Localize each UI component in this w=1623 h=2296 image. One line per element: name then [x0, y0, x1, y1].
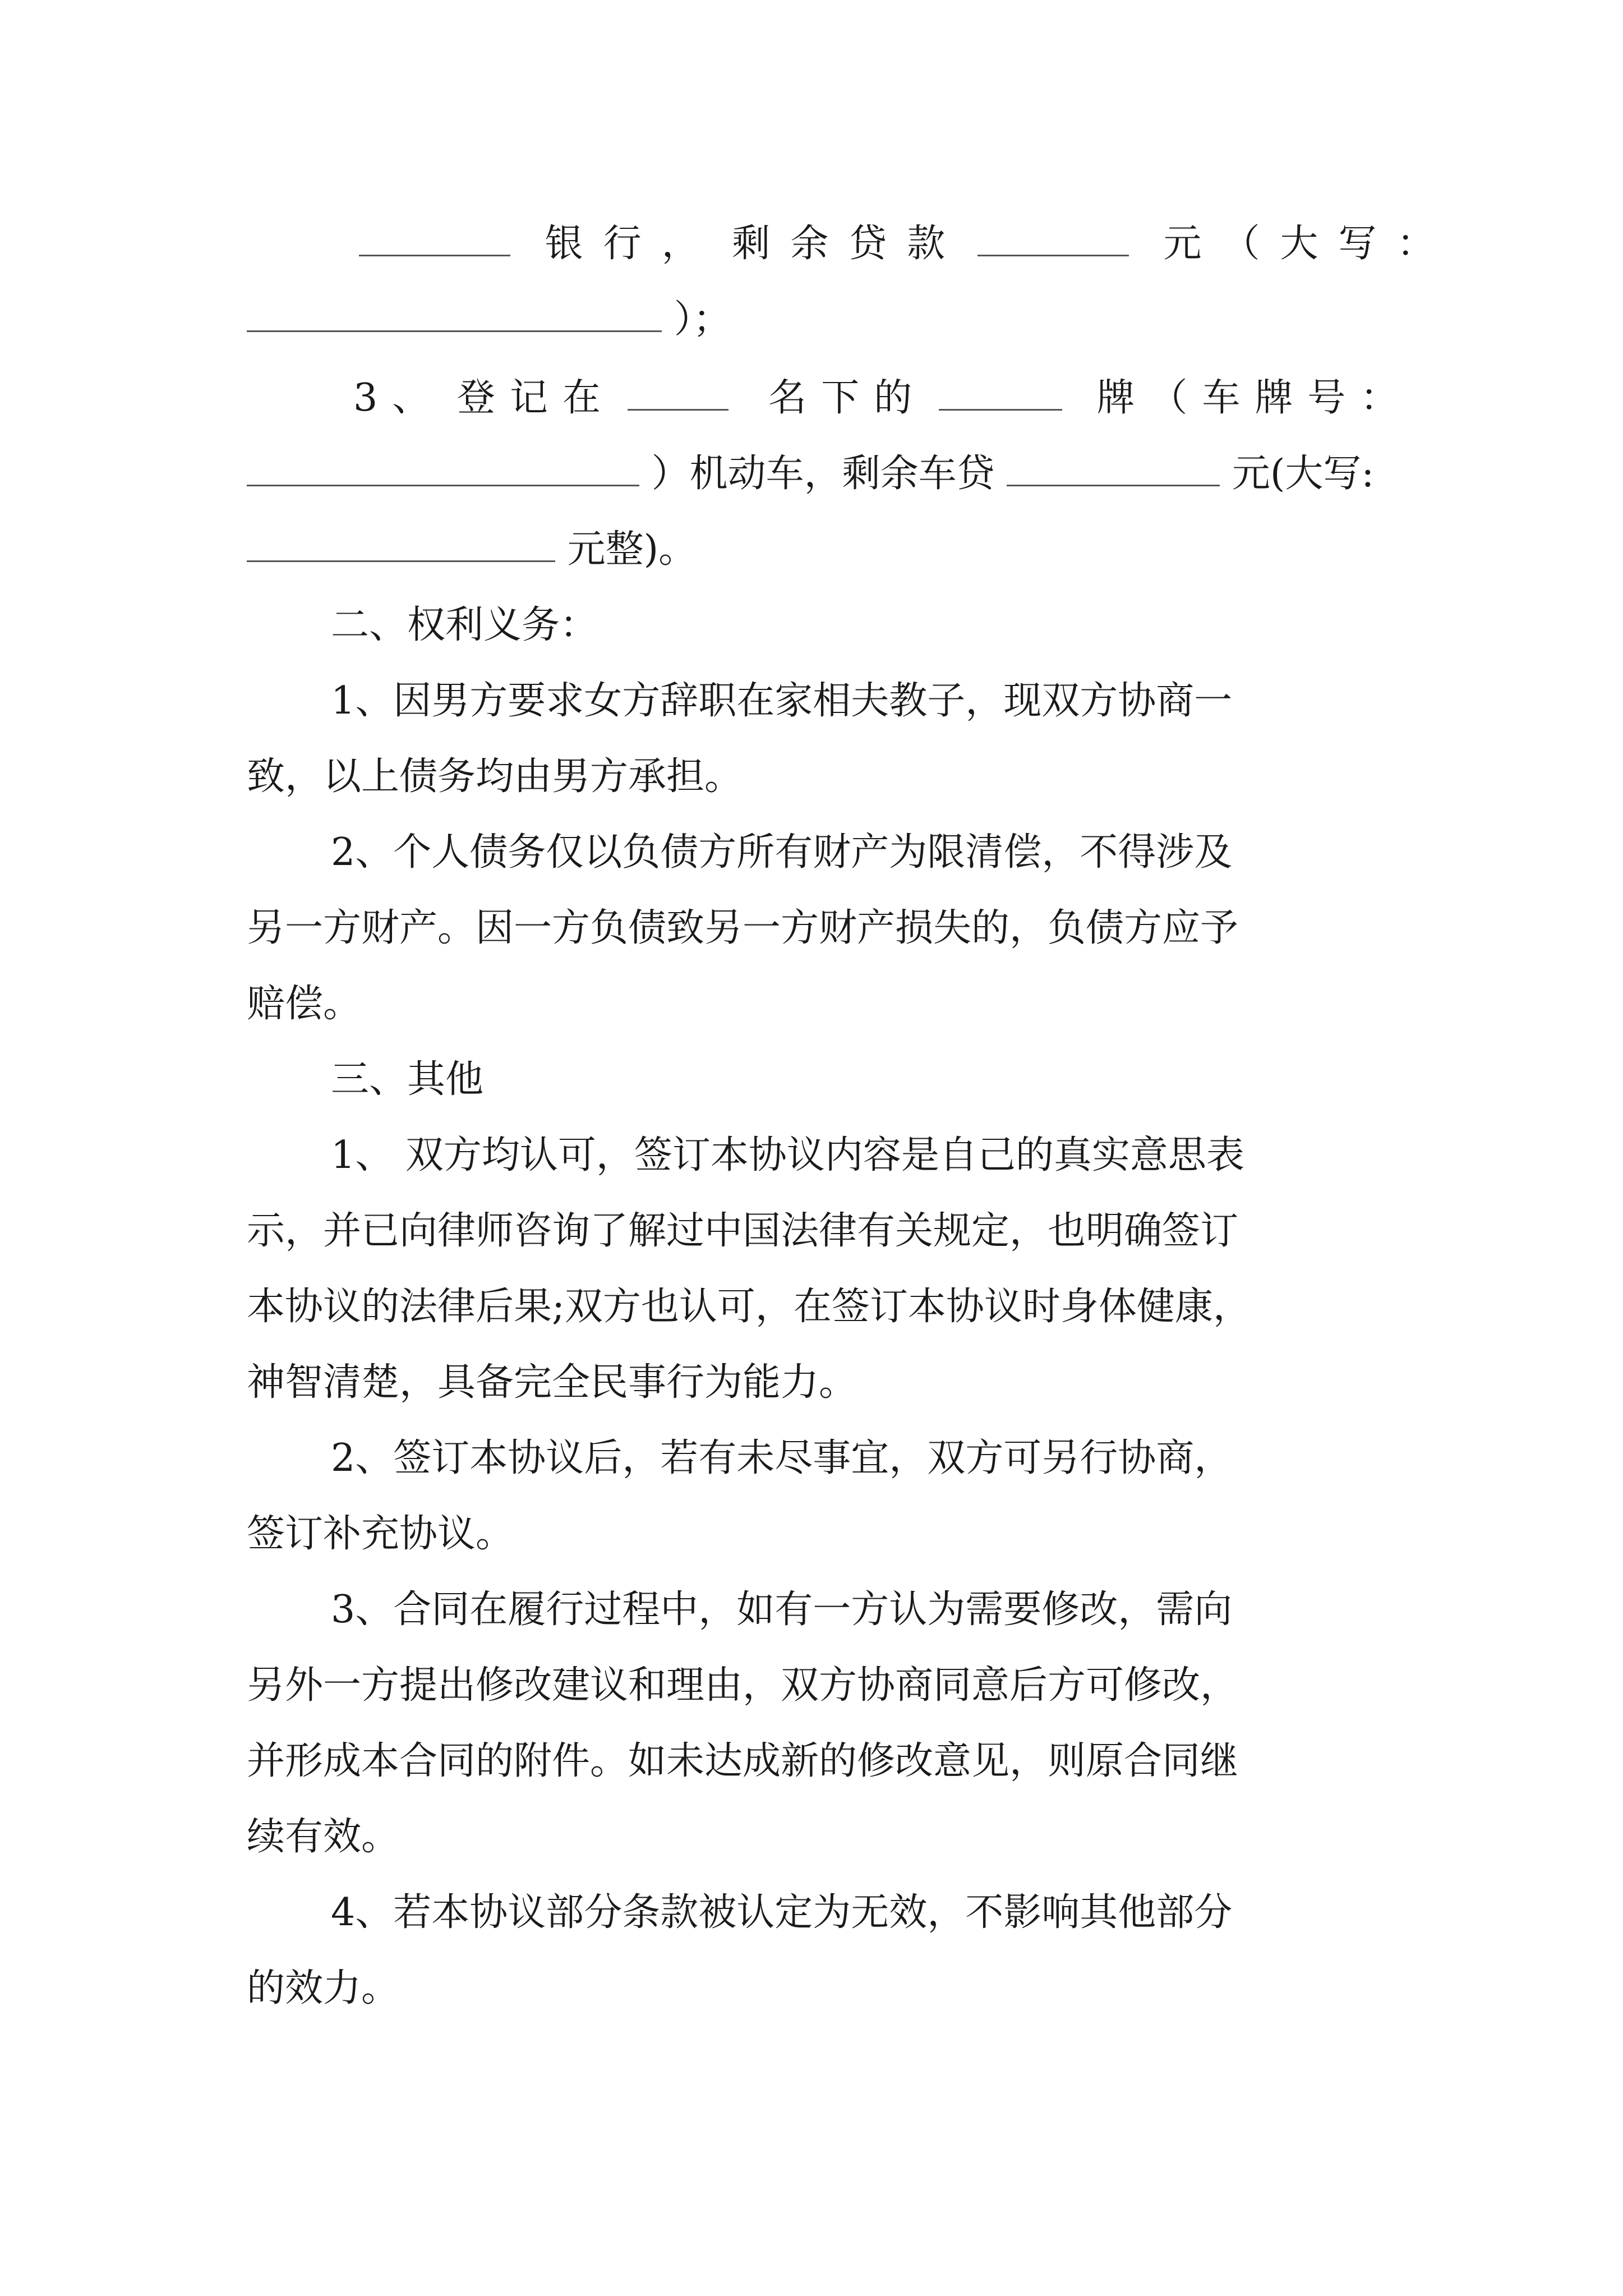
- s3-item1-line2: 示，并已向律师咨询了解过中国法律有关规定，也明确签订: [247, 1209, 1239, 1253]
- s3-item1-line3: 本协议的法律后果;双方也认可，在签订本协议时身体健康，: [247, 1285, 1251, 1329]
- s2-item2-line2: 另一方财产。因一方负债致另一方财产损失的，负债方应予: [247, 906, 1239, 950]
- line-end-punct: ）；: [674, 297, 731, 342]
- car-loan-upper-label: 元(大写:: [1232, 452, 1375, 496]
- s3-item4-line1: 4、若本协议部分条款被认定为无效，不影响其他部分: [331, 1890, 1233, 1935]
- plate-number-blank[interactable]: [247, 451, 639, 486]
- s3-item3-line4: 续有效。: [247, 1815, 400, 1859]
- bank-label: 银行，: [545, 222, 720, 266]
- s3-item3-line3: 并形成本合同的附件。如未达成新的修改意见，则原合同继: [247, 1739, 1239, 1783]
- s3-item1-line4: 神智清楚，具备完全民事行为能力。: [247, 1360, 857, 1405]
- remaining-loan-blank[interactable]: [978, 221, 1129, 256]
- item3-number: 3、: [353, 376, 445, 420]
- upper-amount-blank[interactable]: [247, 297, 662, 332]
- s3-item2-line2: 签订补充协议。: [247, 1512, 514, 1556]
- bank-name-blank[interactable]: [359, 221, 510, 256]
- s2-item1-line1: 1、因男方要求女方辞职在家相夫教子，现双方协商一: [331, 679, 1233, 723]
- vehicle-label: ）机动车，剩余车贷: [651, 452, 995, 496]
- vehicle-brand-blank[interactable]: [939, 375, 1062, 411]
- car-loan-upper-blank[interactable]: [247, 527, 555, 562]
- owner-name-blank[interactable]: [628, 375, 728, 411]
- remaining-loan-label: 剩余贷款: [732, 222, 966, 266]
- section-3-title: 三、其他: [331, 1057, 484, 1102]
- s3-item4-line2: 的效力。: [247, 1966, 400, 2010]
- yuan-whole-label: 元整)。: [567, 527, 697, 572]
- registered-in-label: 登记在: [457, 376, 615, 420]
- s3-item1-line1: 1、 双方均认可，签订本协议内容是自己的真实意思表: [331, 1133, 1244, 1177]
- s3-item3-line1: 3、合同在履行过程中，如有一方认为需要修改，需向: [331, 1588, 1233, 1632]
- vehicle-registration-line: [353, 373, 1497, 424]
- name-under-label: 名下的: [768, 376, 927, 420]
- car-loan-upper-line: [247, 524, 1391, 575]
- s2-item2-line3: 赔偿。: [247, 982, 362, 1026]
- upper-amount-line: [247, 295, 1391, 345]
- bank-loan-line: [359, 219, 1503, 269]
- yuan-upper-label: 元（大写：: [1163, 222, 1455, 266]
- s2-item1-line2: 致，以上债务均由男方承担。: [247, 754, 743, 799]
- vehicle-loan-line: [247, 449, 1391, 499]
- section-2-title: 二、权利义务：: [331, 603, 598, 647]
- s2-item2-line1: 2、个人债务仅以负债方所有财产为限清偿，不得涉及: [331, 830, 1233, 875]
- car-loan-blank[interactable]: [1007, 451, 1220, 486]
- s3-item2-line1: 2、签订本协议后，若有未尽事宜，双方可另行协商，: [331, 1436, 1233, 1480]
- plate-label: 牌（车牌号：: [1096, 376, 1413, 420]
- s3-item3-line2: 另外一方提出修改建议和理由，双方协商同意后方可修改，: [247, 1663, 1239, 1708]
